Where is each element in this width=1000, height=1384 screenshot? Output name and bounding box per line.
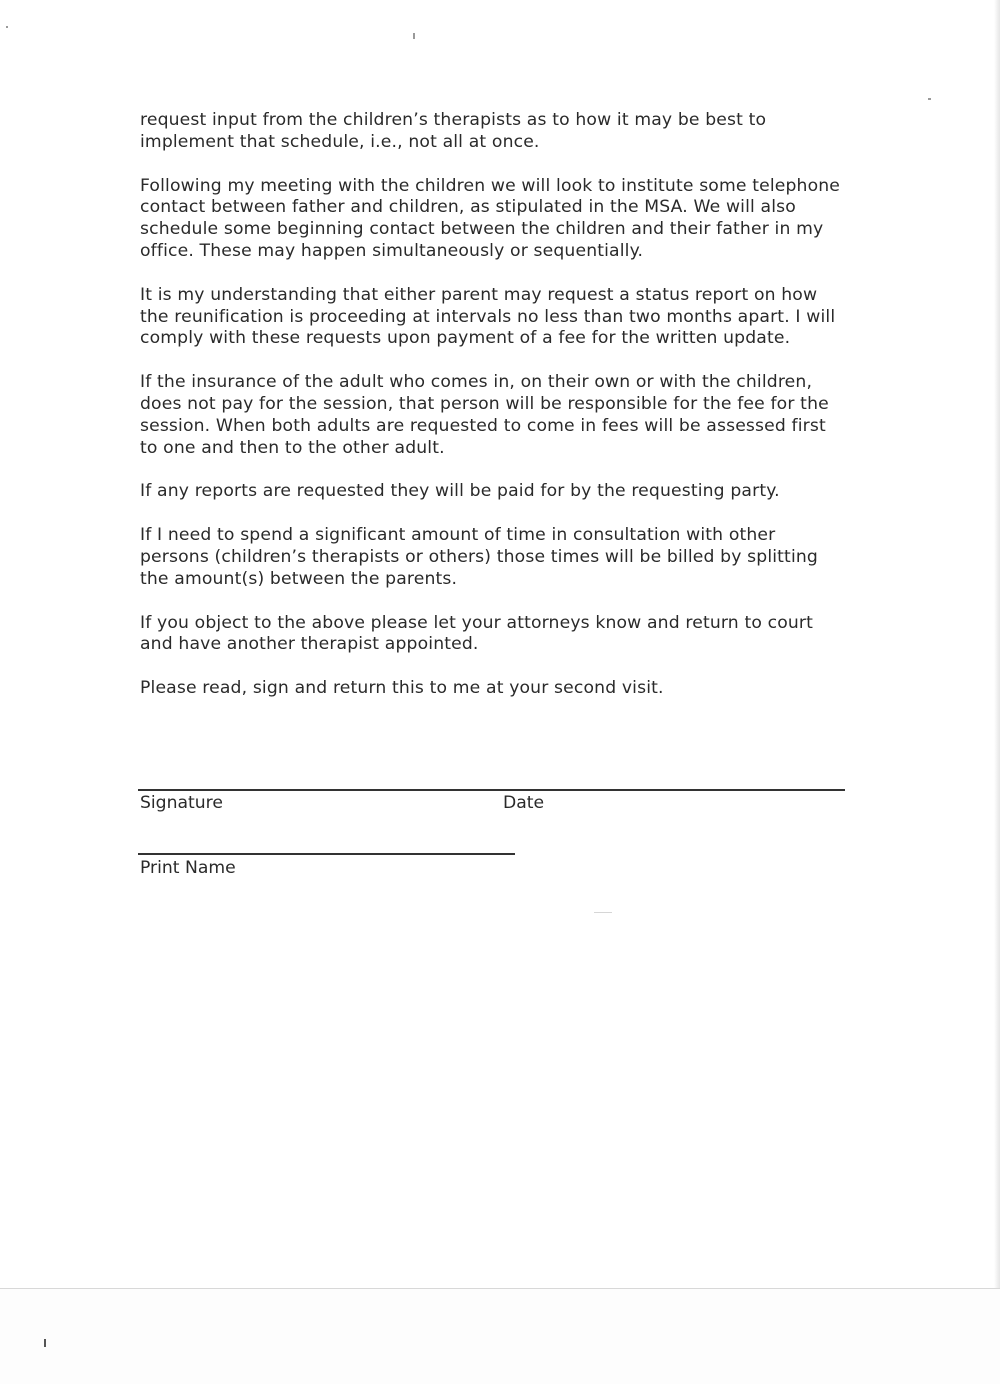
signature-label: Signature	[140, 793, 223, 813]
letter-body	[140, 110, 845, 722]
signature-line[interactable]	[138, 789, 845, 791]
paragraph-objection: If you object to the above please let your attorneys know and return to court and have another therapist appointed.	[140, 612, 814, 655]
scan-edge	[994, 0, 1000, 1290]
scan-speck	[6, 26, 8, 28]
date-label: Date	[503, 793, 545, 813]
paragraph-status-report: It is my understanding that either parent may request a status report on how the reunification is proceeding at intervals no less than two months apart. I will comply with these requests upon payment of a fee for the written update.	[140, 284, 836, 349]
paragraph-telephone-contact: Following my meeting with the children we will look to institute some telephone contact between father and children, as stipulated in the MSA. We will also schedule some beginning contact between the children and their father in my office. These may happen simultaneously or sequentially.	[140, 175, 841, 261]
paragraph-sign-return: Please read, sign and return this to me at your second visit.	[140, 678, 664, 699]
paragraph-reports: If any reports are requested they will be paid for by the requesting party.	[140, 481, 780, 502]
scan-speck	[413, 33, 415, 39]
scan-speck	[44, 1339, 46, 1347]
print-name-line[interactable]	[138, 853, 515, 855]
scan-speck	[594, 912, 612, 913]
print-name-label: Print Name	[140, 858, 236, 878]
paragraph-schedule-input: request input from the children’s therapists as to how it may be best to implement that schedule, i.e., not all at once.	[140, 110, 767, 152]
paragraph-consultation: If I need to spend a significant amount of time in consultation with other persons (children’s therapists or others) those times will be billed by splitting the amount(s) between the parents.	[140, 525, 818, 589]
scan-speck	[928, 98, 931, 100]
paragraph-insurance: If the insurance of the adult who comes in, on their own or with the children, does not pay for the session, that person will be responsible for the fee for the session. When both adults are requested to come in fees will be assessed first to one and then to the other adult.	[140, 372, 829, 458]
scan-bottom-margin	[0, 1288, 1000, 1384]
